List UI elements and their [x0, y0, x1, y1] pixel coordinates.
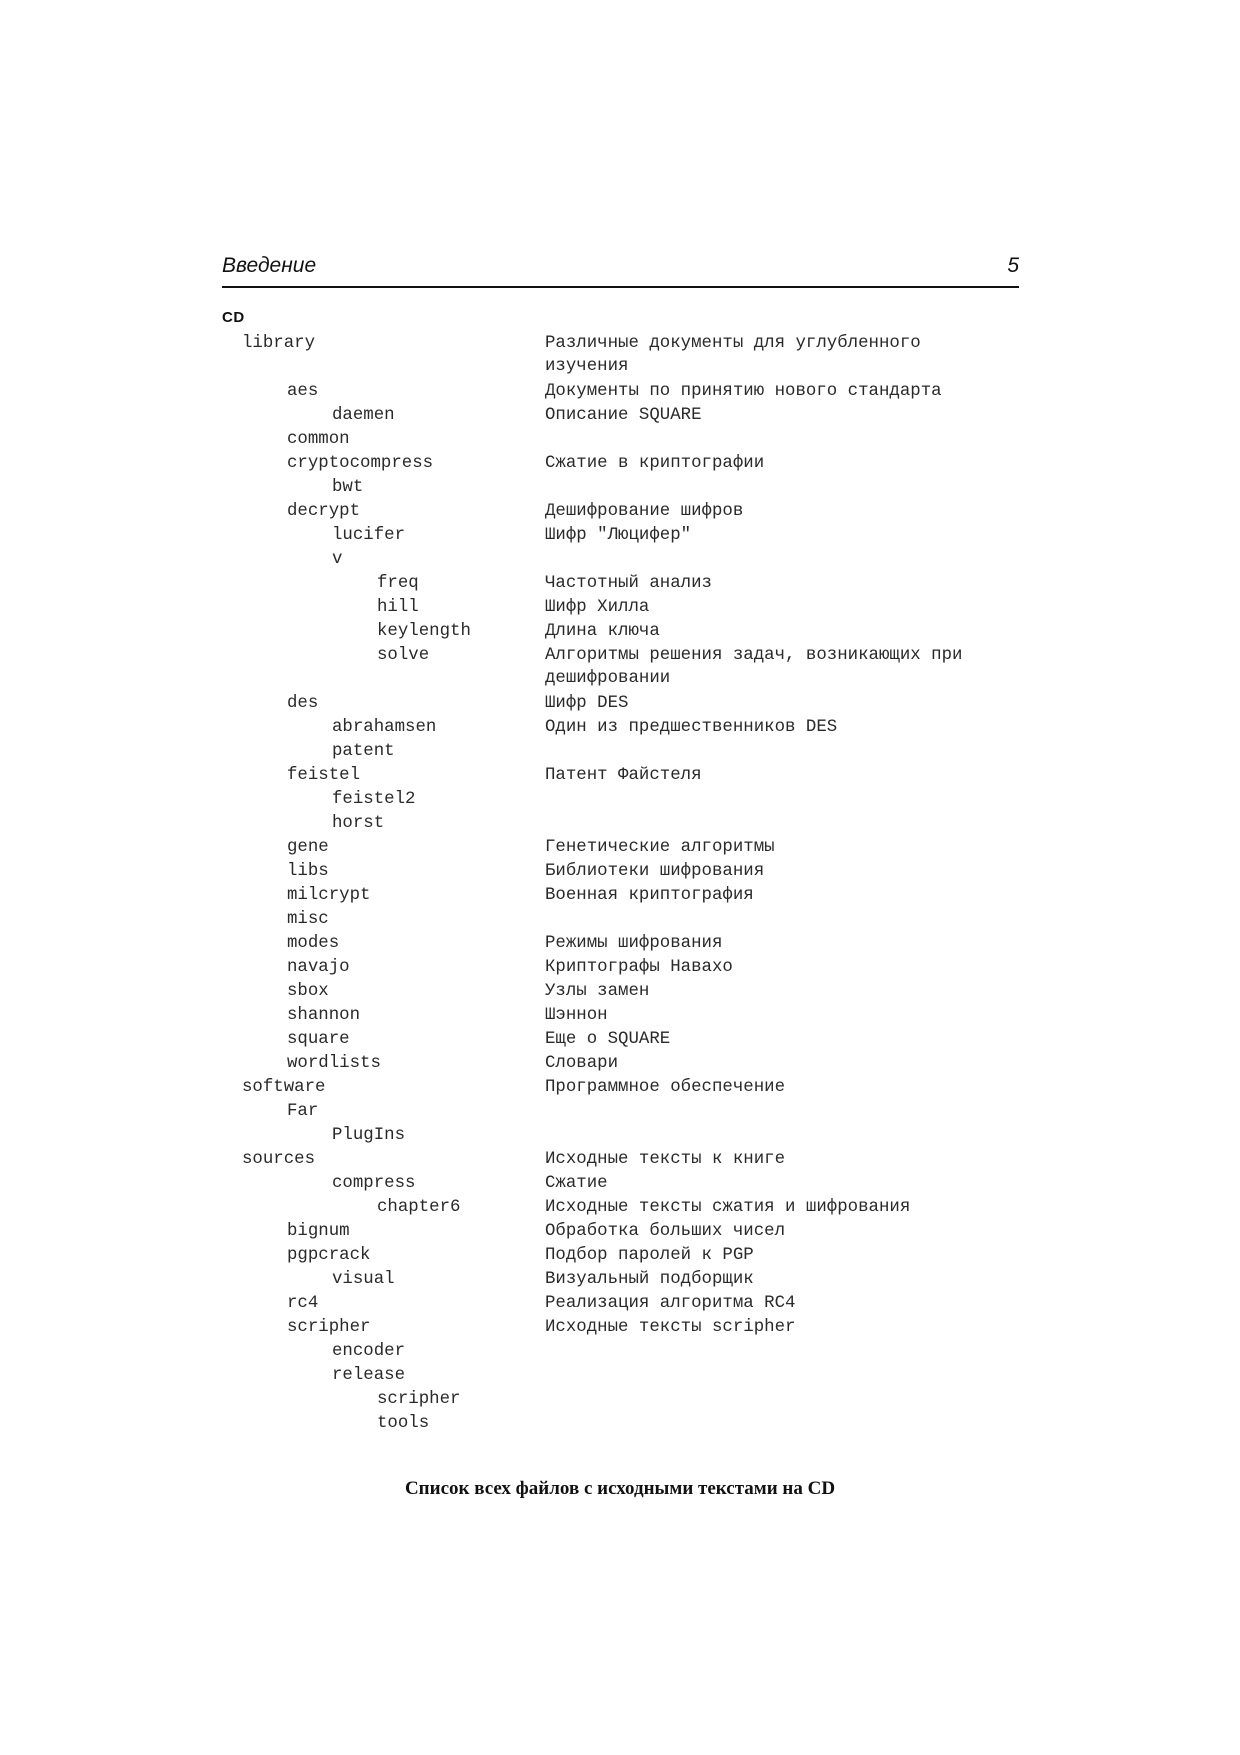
folder-name: compress	[332, 1174, 416, 1193]
folder-name: Far	[287, 1102, 319, 1121]
folder-name: common	[287, 430, 350, 449]
directory-entry	[0, 813, 1240, 837]
folder-description: Исходные тексты сжатия и шифрования	[545, 1198, 911, 1217]
section-title: Введение	[222, 254, 317, 277]
folder-name: v	[332, 550, 343, 569]
directory-entry	[0, 1341, 1240, 1365]
folder-description: Криптографы Навахо	[545, 958, 733, 977]
directory-entry	[0, 861, 1240, 885]
folder-description: Частотный анализ	[545, 574, 712, 593]
folder-description: Описание SQUARE	[545, 406, 702, 425]
folder-description: Исходные тексты к книге	[545, 1150, 786, 1169]
figure-caption: Список всех файлов с исходными текстами на CD	[404, 1478, 836, 1499]
folder-name: chapter6	[377, 1198, 461, 1217]
folder-description: Генетические алгоритмы	[545, 838, 775, 857]
directory-entry	[0, 1053, 1240, 1077]
folder-name: software	[242, 1078, 326, 1097]
folder-name: encoder	[332, 1342, 406, 1361]
directory-entry	[0, 453, 1240, 477]
folder-name: bwt	[332, 478, 364, 497]
directory-entry	[0, 1197, 1240, 1221]
folder-description: Режимы шифрования	[545, 934, 723, 953]
folder-name: solve	[377, 646, 430, 665]
directory-entry	[0, 1005, 1240, 1029]
folder-description: Шэннон	[545, 1006, 608, 1025]
directory-entry	[0, 1173, 1240, 1197]
folder-name: des	[287, 694, 319, 713]
directory-entry	[0, 621, 1240, 645]
folder-name: release	[332, 1366, 406, 1385]
folder-name: freq	[377, 574, 419, 593]
folder-name: navajo	[287, 958, 350, 977]
folder-description: Подбор паролей к PGP	[545, 1246, 754, 1265]
directory-entry	[0, 837, 1240, 861]
folder-name: aes	[287, 382, 319, 401]
directory-entry	[0, 693, 1240, 717]
folder-description: Словари	[545, 1054, 619, 1073]
folder-description: Различные документы для углубленного изучения	[545, 334, 932, 376]
folder-name: horst	[332, 814, 385, 833]
folder-name: milcrypt	[287, 886, 371, 905]
page-number: 5	[1007, 254, 1019, 277]
folder-description: Документы по принятию нового стандарта	[545, 382, 942, 401]
directory-entry	[0, 933, 1240, 957]
directory-entry	[0, 1221, 1240, 1245]
folder-name: sbox	[287, 982, 329, 1001]
directory-entry	[0, 1269, 1240, 1293]
directory-entry	[0, 429, 1240, 453]
directory-entry	[0, 549, 1240, 573]
directory-entry	[0, 1317, 1240, 1341]
directory-entry	[0, 645, 1240, 688]
directory-entry	[0, 405, 1240, 429]
folder-name: scripher	[377, 1390, 461, 1409]
folder-name: hill	[377, 598, 419, 617]
folder-name: keylength	[377, 622, 471, 641]
directory-entry	[0, 885, 1240, 909]
directory-entry	[0, 765, 1240, 789]
folder-name: pgpcrack	[287, 1246, 371, 1265]
directory-entry	[0, 909, 1240, 933]
folder-description: Исходные тексты scripher	[545, 1318, 796, 1337]
directory-entry	[0, 1077, 1240, 1101]
folder-description: Обработка больших чисел	[545, 1222, 786, 1241]
folder-name: abrahamsen	[332, 718, 437, 737]
directory-entry	[0, 1125, 1240, 1149]
directory-entry	[0, 597, 1240, 621]
folder-description: Алгоритмы решения задач, возникающих при дешифровании	[545, 646, 973, 688]
directory-entry	[0, 717, 1240, 741]
directory-entry	[0, 333, 1240, 376]
folder-name: libs	[287, 862, 329, 881]
directory-entry	[0, 573, 1240, 597]
directory-entry	[0, 501, 1240, 525]
folder-name: patent	[332, 742, 395, 761]
folder-name: library	[242, 334, 316, 353]
directory-entry	[0, 789, 1240, 813]
folder-description: Визуальный подборщик	[545, 1270, 754, 1289]
folder-name: PlugIns	[332, 1126, 406, 1145]
folder-description: Узлы замен	[545, 982, 650, 1001]
folder-name: wordlists	[287, 1054, 381, 1073]
folder-description: Шифр DES	[545, 694, 629, 713]
folder-description: Военная криптография	[545, 886, 754, 905]
folder-name: rc4	[287, 1294, 319, 1313]
folder-description: Длина ключа	[545, 622, 660, 641]
directory-entry	[0, 957, 1240, 981]
directory-entry	[0, 981, 1240, 1005]
folder-description: Дешифрование шифров	[545, 502, 744, 521]
folder-name: daemen	[332, 406, 395, 425]
folder-name: feistel	[287, 766, 361, 785]
folder-name: sources	[242, 1150, 316, 1169]
folder-description: Один из предшественников DES	[545, 718, 838, 737]
directory-entry	[0, 1413, 1240, 1437]
folder-name: visual	[332, 1270, 395, 1289]
folder-name: misc	[287, 910, 329, 929]
directory-entry	[0, 1245, 1240, 1269]
folder-description: Программное обеспечение	[545, 1078, 786, 1097]
folder-name: tools	[377, 1414, 430, 1433]
folder-name: feistel2	[332, 790, 416, 809]
directory-entry	[0, 477, 1240, 501]
directory-entry	[0, 1293, 1240, 1317]
directory-entry	[0, 1365, 1240, 1389]
folder-name: modes	[287, 934, 340, 953]
directory-entry	[0, 525, 1240, 549]
directory-entry	[0, 1149, 1240, 1173]
folder-name: lucifer	[332, 526, 406, 545]
folder-description: Патент Файстеля	[545, 766, 702, 785]
directory-entry	[0, 1101, 1240, 1125]
folder-name: gene	[287, 838, 329, 857]
folder-name: scripher	[287, 1318, 371, 1337]
folder-name: shannon	[287, 1006, 361, 1025]
folder-description: Шифр "Люцифер"	[545, 526, 692, 545]
folder-description: Сжатие	[545, 1174, 608, 1193]
folder-name: square	[287, 1030, 350, 1049]
directory-entry	[0, 741, 1240, 765]
folder-description: Шифр Хилла	[545, 598, 650, 617]
directory-entry	[0, 1029, 1240, 1053]
folder-name: cryptocompress	[287, 454, 434, 473]
folder-description: Еще о SQUARE	[545, 1030, 671, 1049]
directory-entry	[0, 381, 1240, 405]
folder-description: Библиотеки шифрования	[545, 862, 765, 881]
cd-root-label: CD	[222, 309, 245, 326]
folder-name: bignum	[287, 1222, 350, 1241]
directory-entry	[0, 1389, 1240, 1413]
folder-name: decrypt	[287, 502, 361, 521]
folder-description: Реализация алгоритма RC4	[545, 1294, 796, 1313]
folder-description: Сжатие в криптографии	[545, 454, 765, 473]
